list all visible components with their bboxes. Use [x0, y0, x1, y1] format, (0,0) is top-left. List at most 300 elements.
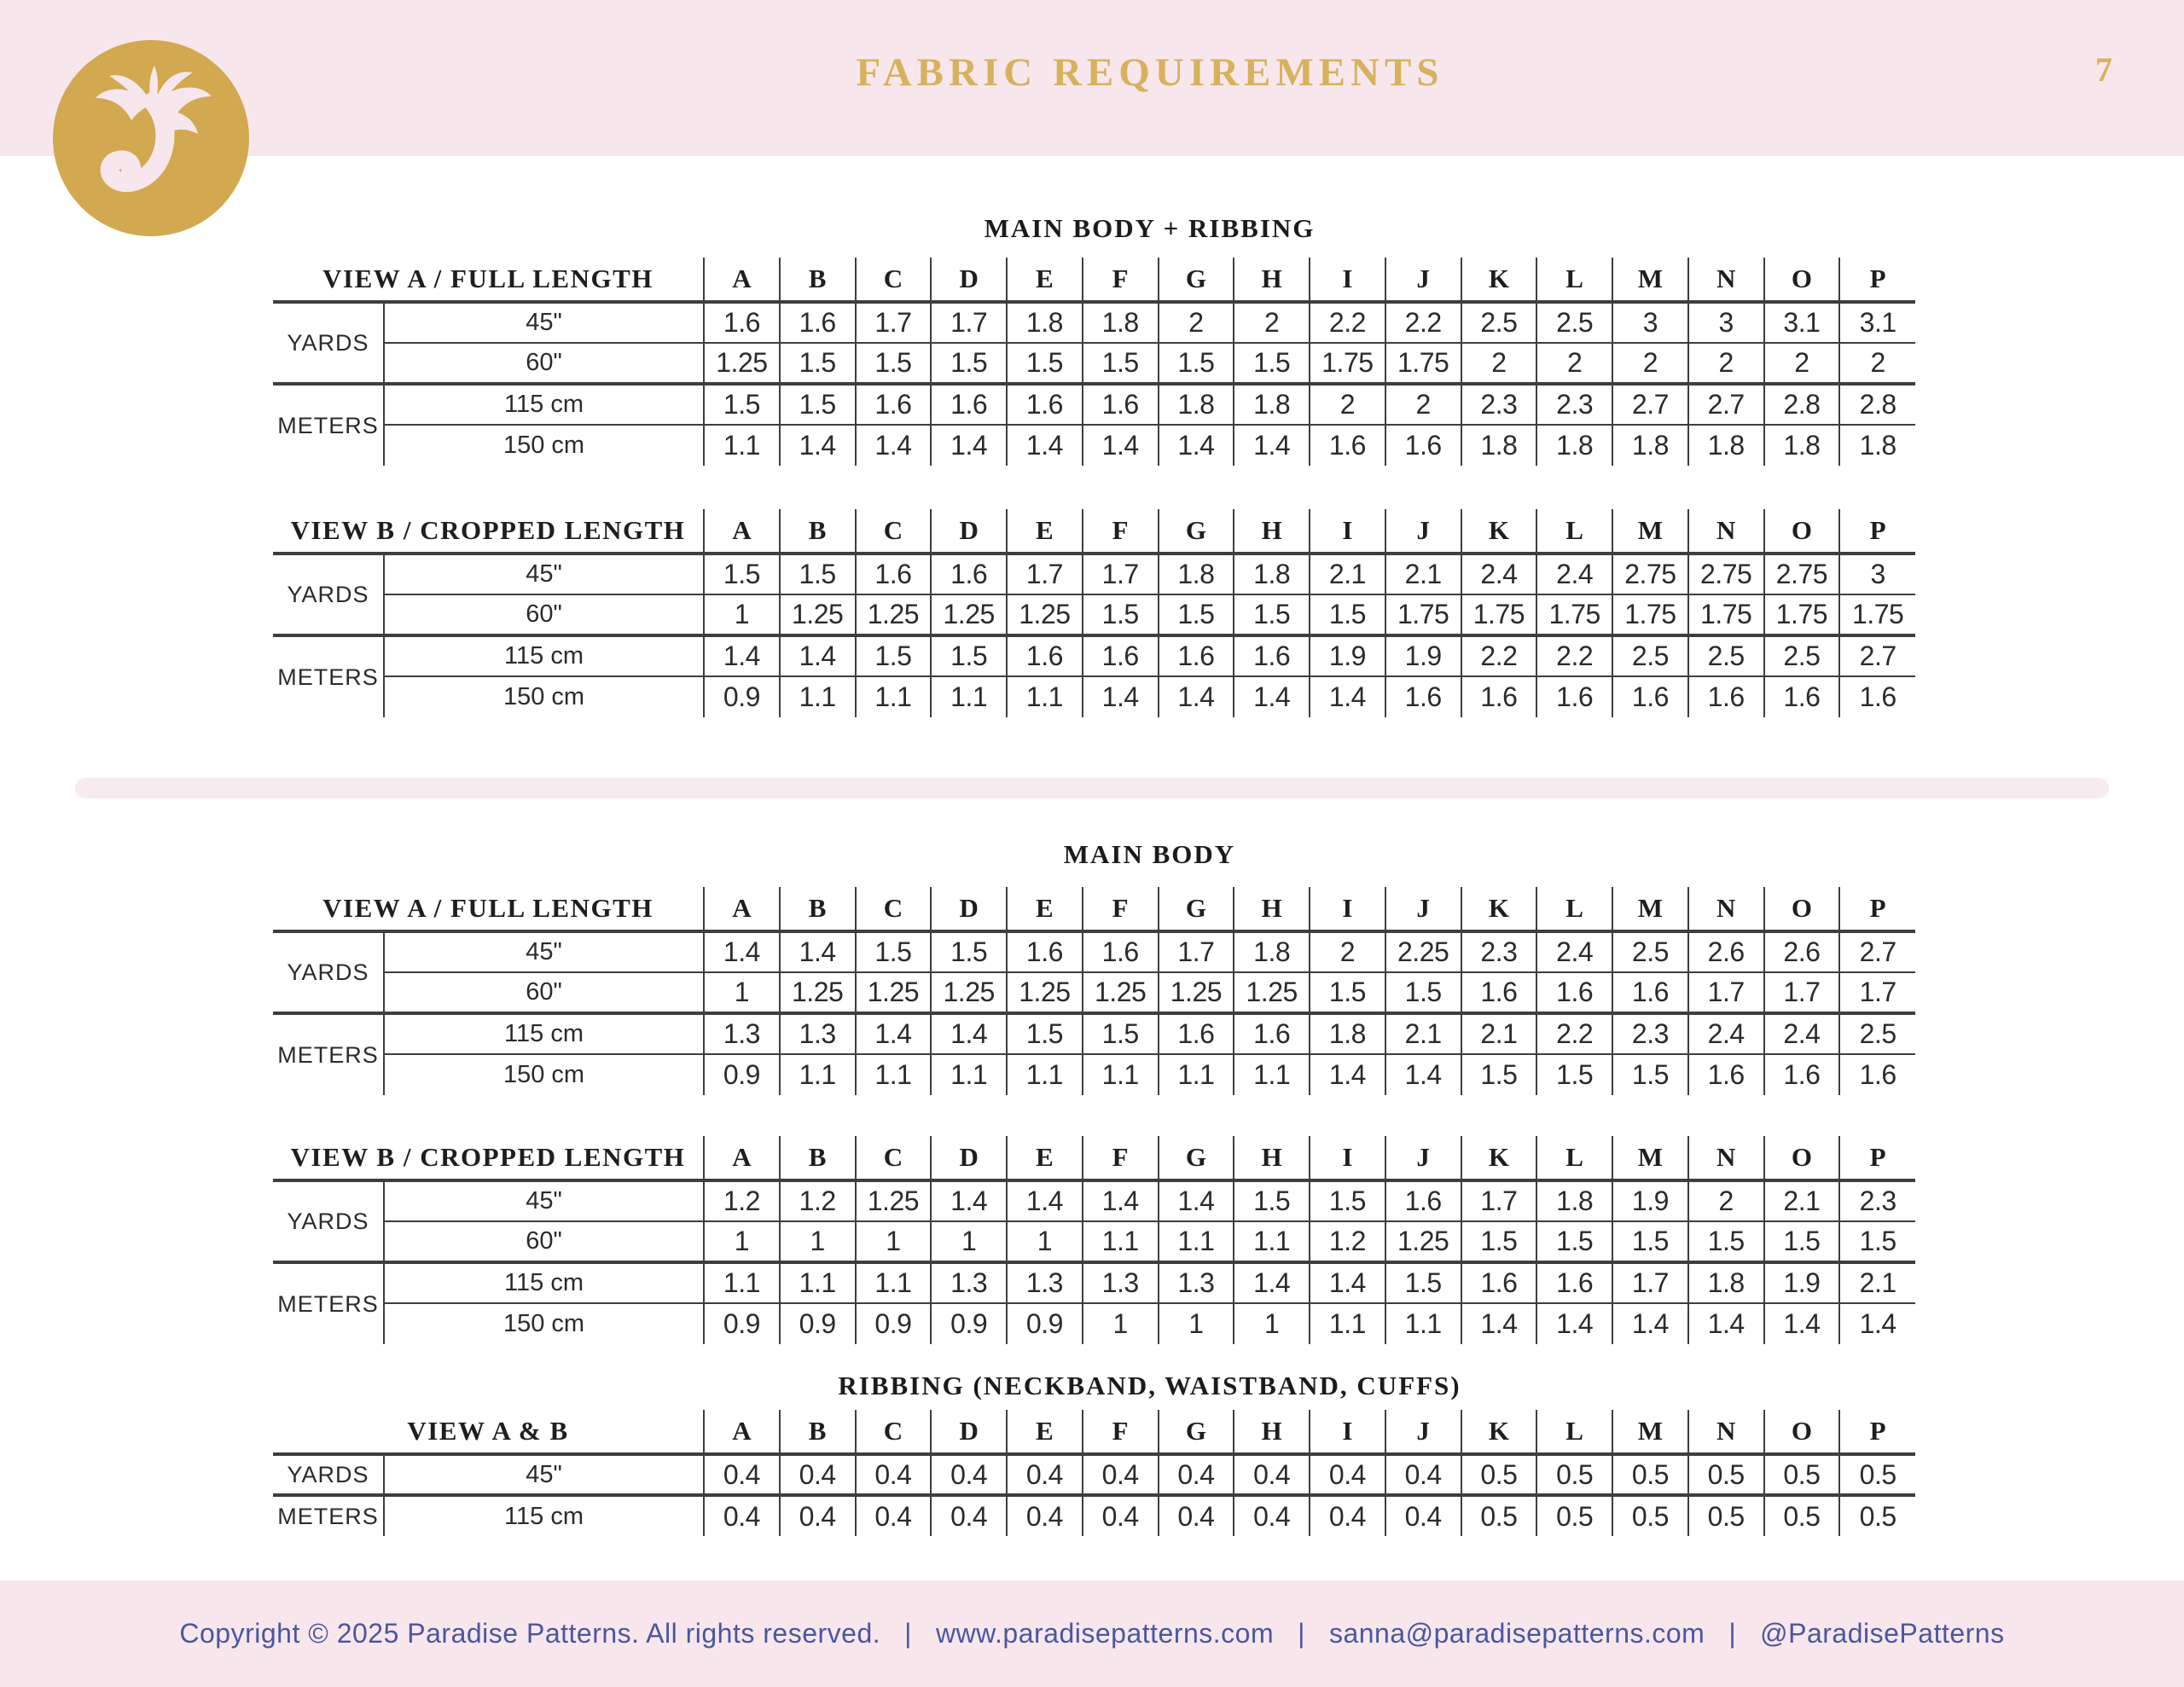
yardage-value: 1.6: [1612, 972, 1688, 1013]
yardage-value: 1.6: [1839, 676, 1915, 717]
yardage-value: 1.6: [1310, 425, 1385, 466]
fabric-width-label: 60": [384, 972, 704, 1013]
yardage-value: 1.8: [1234, 384, 1310, 425]
fabric-width-label: 150 cm: [384, 1303, 704, 1344]
size-column-header: A: [704, 258, 780, 302]
fabric-table-main-body-ribbing-view-b: [273, 509, 1915, 717]
table-row: [273, 425, 1915, 466]
footer-email-link[interactable]: sanna@paradisepatterns.com: [1328, 1618, 1705, 1649]
size-column-header: N: [1688, 509, 1764, 554]
yardage-value: 3: [1688, 302, 1764, 343]
yardage-value: 1.5: [1536, 1221, 1612, 1262]
yardage-value: 1: [780, 1221, 856, 1262]
yardage-value: 0.5: [1839, 1495, 1915, 1536]
unit-label: METERS: [273, 635, 384, 717]
size-column-header: P: [1839, 1136, 1915, 1180]
yardage-value: 2.2: [1461, 635, 1537, 676]
yardage-value: 0.9: [704, 1303, 780, 1344]
yardage-value: 2.5: [1536, 302, 1612, 343]
yardage-value: 1.5: [1234, 1180, 1310, 1221]
yardage-value: 1: [1234, 1303, 1310, 1344]
size-column-header: I: [1310, 1136, 1385, 1180]
yardage-value: 1.4: [1234, 1262, 1310, 1303]
yardage-value: 1.8: [1007, 302, 1083, 343]
yardage-value: 1.6: [1007, 384, 1083, 425]
fabric-width-label: 115 cm: [384, 384, 704, 425]
yardage-value: 1.1: [780, 1262, 856, 1303]
footer-separator: |: [1298, 1618, 1305, 1649]
size-column-header: O: [1764, 1136, 1840, 1180]
yardage-value: 2: [1310, 931, 1385, 972]
yardage-value: 2.75: [1612, 554, 1688, 594]
size-column-header: M: [1612, 258, 1688, 302]
yardage-value: 1.4: [1083, 1180, 1159, 1221]
yardage-value: 0.4: [1385, 1454, 1461, 1495]
size-column-header: L: [1536, 1136, 1612, 1180]
yardage-value: 2.7: [1839, 931, 1915, 972]
size-column-header: O: [1764, 258, 1840, 302]
yardage-value: 1.5: [1234, 343, 1310, 384]
yardage-value: 1.1: [1083, 1054, 1159, 1095]
yardage-value: 2.5: [1612, 931, 1688, 972]
yardage-value: 1.25: [704, 343, 780, 384]
size-column-header: C: [856, 258, 932, 302]
yardage-value: 2.3: [1839, 1180, 1915, 1221]
yardage-value: 1.75: [1764, 594, 1840, 635]
yardage-value: 1.5: [1310, 1180, 1385, 1221]
size-column-header: M: [1612, 1410, 1688, 1454]
yardage-value: 1.5: [1764, 1221, 1840, 1262]
table-row: [273, 554, 1915, 594]
size-column-header: A: [704, 1136, 780, 1180]
yardage-value: 1.25: [1385, 1221, 1461, 1262]
yardage-value: 0.4: [1159, 1495, 1234, 1536]
yardage-value: 1.25: [1159, 972, 1234, 1013]
yardage-value: 1.8: [1839, 425, 1915, 466]
yardage-value: 1.8: [1536, 1180, 1612, 1221]
yardage-value: 2: [1159, 302, 1234, 343]
yardage-value: 2: [1688, 1180, 1764, 1221]
size-column-header: F: [1083, 1410, 1159, 1454]
yardage-value: 1.6: [1536, 1262, 1612, 1303]
yardage-value: 2.8: [1764, 384, 1840, 425]
yardage-value: 2.5: [1688, 635, 1764, 676]
yardage-table: [273, 1410, 1915, 1536]
yardage-value: 2.7: [1688, 384, 1764, 425]
yardage-value: 1.4: [1310, 1054, 1385, 1095]
yardage-value: 1.6: [1764, 1054, 1840, 1095]
table-row: [273, 1262, 1915, 1303]
yardage-value: 1.5: [931, 343, 1007, 384]
yardage-value: 1.6: [856, 384, 932, 425]
yardage-value: 1.2: [704, 1180, 780, 1221]
yardage-value: 1.6: [856, 554, 932, 594]
yardage-value: 2.1: [1461, 1013, 1537, 1054]
yardage-value: 0.4: [931, 1454, 1007, 1495]
yardage-value: 2.4: [1461, 554, 1537, 594]
yardage-value: 1.4: [1688, 1303, 1764, 1344]
yardage-value: 1.5: [1159, 594, 1234, 635]
size-column-header: C: [856, 509, 932, 554]
yardage-value: 1.8: [1234, 931, 1310, 972]
yardage-value: 3.1: [1839, 302, 1915, 343]
yardage-value: 1.6: [704, 302, 780, 343]
page-title: FABRIC REQUIREMENTS: [856, 50, 1444, 95]
yardage-value: 1.8: [1461, 425, 1537, 466]
size-column-header: E: [1007, 887, 1083, 931]
size-column-header: J: [1385, 509, 1461, 554]
yardage-value: 1.25: [856, 972, 932, 1013]
yardage-value: 2.1: [1385, 1013, 1461, 1054]
yardage-value: 0.5: [1764, 1454, 1840, 1495]
yardage-value: 0.4: [931, 1495, 1007, 1536]
fabric-width-label: 60": [384, 594, 704, 635]
size-column-header: J: [1385, 887, 1461, 931]
size-column-header: G: [1159, 1136, 1234, 1180]
size-column-header: D: [931, 509, 1007, 554]
size-column-header: G: [1159, 509, 1234, 554]
yardage-value: 1.75: [1385, 594, 1461, 635]
yardage-value: 2.25: [1385, 931, 1461, 972]
fabric-width-label: 45": [384, 302, 704, 343]
table-row: [273, 635, 1915, 676]
size-column-header: B: [780, 1410, 856, 1454]
yardage-value: 2.2: [1536, 635, 1612, 676]
yardage-value: 1.8: [1612, 425, 1688, 466]
yardage-value: 1.5: [1385, 972, 1461, 1013]
fabric-width-label: 115 cm: [384, 635, 704, 676]
yardage-value: 1.7: [931, 302, 1007, 343]
size-column-header: F: [1083, 1136, 1159, 1180]
yardage-value: 0.4: [1083, 1495, 1159, 1536]
yardage-value: 1.7: [1688, 972, 1764, 1013]
yardage-value: 1.5: [1083, 343, 1159, 384]
yardage-value: 1.6: [1234, 635, 1310, 676]
yardage-value: 2: [1764, 343, 1840, 384]
yardage-value: 0.4: [1234, 1495, 1310, 1536]
yardage-value: 1.7: [1461, 1180, 1537, 1221]
footer-social-link[interactable]: @ParadisePatterns: [1760, 1618, 2005, 1649]
section-divider: [75, 778, 2109, 798]
yardage-value: 1.4: [1310, 676, 1385, 717]
table-row: [273, 1180, 1915, 1221]
yardage-value: 0.4: [1234, 1454, 1310, 1495]
size-column-header: E: [1007, 1136, 1083, 1180]
yardage-value: 1.25: [856, 1180, 932, 1221]
size-column-header: O: [1764, 887, 1840, 931]
fabric-width-label: 60": [384, 1221, 704, 1262]
yardage-value: 1.9: [1385, 635, 1461, 676]
yardage-value: 1.5: [780, 554, 856, 594]
fabric-width-label: 115 cm: [384, 1262, 704, 1303]
yardage-value: 0.4: [1083, 1454, 1159, 1495]
yardage-value: 1.6: [931, 384, 1007, 425]
yardage-value: 1.4: [704, 931, 780, 972]
fabric-width-label: 45": [384, 554, 704, 594]
fabric-width-label: 60": [384, 343, 704, 384]
yardage-value: 2.6: [1764, 931, 1840, 972]
yardage-value: 1.5: [931, 931, 1007, 972]
yardage-value: 1.5: [1159, 343, 1234, 384]
yardage-value: 2: [1310, 384, 1385, 425]
yardage-value: 2: [1839, 343, 1915, 384]
yardage-value: 1.75: [1461, 594, 1537, 635]
yardage-value: 1.1: [1310, 1303, 1385, 1344]
table-row: [273, 1495, 1915, 1536]
size-column-header: P: [1839, 887, 1915, 931]
yardage-value: 1.8: [1310, 1013, 1385, 1054]
yardage-value: 2.4: [1688, 1013, 1764, 1054]
yardage-value: 1.5: [1839, 1221, 1915, 1262]
yardage-value: 1.5: [931, 635, 1007, 676]
yardage-value: 1.4: [1159, 1180, 1234, 1221]
yardage-value: 1.4: [1612, 1303, 1688, 1344]
yardage-value: 1.7: [1764, 972, 1840, 1013]
yardage-value: 0.5: [1461, 1495, 1537, 1536]
yardage-value: 1.4: [856, 425, 932, 466]
yardage-value: 2.2: [1310, 302, 1385, 343]
yardage-value: 0.9: [704, 676, 780, 717]
yardage-value: 1.5: [1007, 343, 1083, 384]
table-row: [273, 676, 1915, 717]
yardage-value: 2.5: [1612, 635, 1688, 676]
yardage-value: 1.4: [931, 425, 1007, 466]
yardage-value: 1.5: [1310, 594, 1385, 635]
section-title-main-body: MAIN BODY: [1063, 839, 1236, 869]
yardage-value: 1.1: [1159, 1054, 1234, 1095]
yardage-value: 2.5: [1764, 635, 1840, 676]
size-column-header: A: [704, 1410, 780, 1454]
yardage-value: 0.5: [1461, 1454, 1537, 1495]
fabric-width-label: 150 cm: [384, 1054, 704, 1095]
footer-separator: |: [904, 1618, 912, 1649]
yardage-value: 1.25: [780, 594, 856, 635]
size-column-header: P: [1839, 258, 1915, 302]
fabric-width-label: 150 cm: [384, 425, 704, 466]
table-row: [273, 302, 1915, 343]
table-header-row: [273, 1410, 1915, 1454]
yardage-value: 1.8: [1159, 384, 1234, 425]
yardage-value: 1.1: [704, 1262, 780, 1303]
yardage-value: 2: [1612, 343, 1688, 384]
size-column-header: I: [1310, 509, 1385, 554]
table-header-row: [273, 1136, 1915, 1180]
yardage-value: 1.4: [1234, 425, 1310, 466]
size-column-header: B: [780, 258, 856, 302]
size-column-header: I: [1310, 1410, 1385, 1454]
yardage-value: 1.7: [1612, 1262, 1688, 1303]
table-row: [273, 1221, 1915, 1262]
yardage-value: 1.6: [1234, 1013, 1310, 1054]
yardage-value: 1.6: [1083, 384, 1159, 425]
yardage-value: 2.8: [1839, 384, 1915, 425]
fabric-width-label: 115 cm: [384, 1013, 704, 1054]
unit-label: YARDS: [287, 1461, 369, 1487]
view-label: VIEW B / CROPPED LENGTH: [273, 1136, 704, 1180]
yardage-value: 2.3: [1612, 1013, 1688, 1054]
yardage-value: 1.1: [1385, 1303, 1461, 1344]
size-column-header: K: [1461, 258, 1537, 302]
size-column-header: J: [1385, 258, 1461, 302]
yardage-value: 1.4: [780, 425, 856, 466]
yardage-value: 2.3: [1536, 384, 1612, 425]
size-column-header: I: [1310, 887, 1385, 931]
fabric-width-label: 45": [384, 1454, 704, 1495]
yardage-value: 1.5: [856, 343, 932, 384]
size-column-header: J: [1385, 1136, 1461, 1180]
yardage-value: 1.4: [931, 1180, 1007, 1221]
size-column-header: H: [1234, 887, 1310, 931]
yardage-value: 1.75: [1839, 594, 1915, 635]
view-label: VIEW A & B: [273, 1410, 704, 1454]
size-column-header: M: [1612, 509, 1688, 554]
yardage-value: 1.6: [1764, 676, 1840, 717]
unit-label: YARDS: [287, 959, 369, 985]
size-column-header: B: [780, 509, 856, 554]
yardage-value: 1.4: [856, 1013, 932, 1054]
yardage-value: 0.4: [704, 1495, 780, 1536]
yardage-value: 1.7: [1007, 554, 1083, 594]
yardage-value: 1.1: [780, 1054, 856, 1095]
yardage-value: 2.1: [1764, 1180, 1840, 1221]
yardage-value: 1.4: [1385, 1054, 1461, 1095]
yardage-value: 1.5: [1310, 972, 1385, 1013]
yardage-value: 1.3: [1083, 1262, 1159, 1303]
footer-website-link[interactable]: www.paradisepatterns.com: [935, 1618, 1275, 1649]
yardage-value: 2.4: [1764, 1013, 1840, 1054]
yardage-value: 1.1: [1234, 1221, 1310, 1262]
yardage-value: 2.7: [1839, 635, 1915, 676]
size-column-header: N: [1688, 887, 1764, 931]
yardage-value: 1.8: [1083, 302, 1159, 343]
yardage-value: 1.6: [1536, 972, 1612, 1013]
yardage-value: 0.4: [856, 1495, 932, 1536]
yardage-value: 1.5: [1612, 1221, 1688, 1262]
size-column-header: K: [1461, 1410, 1537, 1454]
yardage-value: 1.5: [1612, 1054, 1688, 1095]
yardage-value: 1.9: [1612, 1180, 1688, 1221]
yardage-value: 1.5: [780, 384, 856, 425]
yardage-value: 1: [1007, 1221, 1083, 1262]
page-number: 7: [2095, 50, 2112, 89]
table-row: [273, 343, 1915, 384]
yardage-value: 1.8: [1159, 554, 1234, 594]
size-column-header: H: [1234, 1136, 1310, 1180]
yardage-value: 1.5: [856, 635, 932, 676]
yardage-value: 2.5: [1839, 1013, 1915, 1054]
yardage-value: 1.25: [1083, 972, 1159, 1013]
yardage-value: 1.3: [780, 1013, 856, 1054]
footer-separator: |: [1728, 1618, 1737, 1649]
size-column-header: L: [1536, 887, 1612, 931]
unit-label: YARDS: [287, 329, 369, 356]
yardage-value: 2.75: [1688, 554, 1764, 594]
yardage-value: 2.4: [1536, 554, 1612, 594]
yardage-value: 3: [1839, 554, 1915, 594]
yardage-value: 1.1: [931, 1054, 1007, 1095]
fabric-table-main-body-view-a: [273, 887, 1915, 1095]
yardage-value: 1.9: [1764, 1262, 1840, 1303]
yardage-value: 1.1: [856, 1054, 932, 1095]
yardage-value: 1.1: [1083, 1221, 1159, 1262]
size-column-header: H: [1234, 509, 1310, 554]
view-label: VIEW A / FULL LENGTH: [273, 887, 704, 931]
yardage-value: 1.7: [1839, 972, 1915, 1013]
fabric-table-main-body-view-b: [273, 1136, 1915, 1344]
yardage-value: 1: [1083, 1303, 1159, 1344]
size-column-header: F: [1083, 258, 1159, 302]
size-column-header: C: [856, 1410, 932, 1454]
yardage-value: 0.5: [1764, 1495, 1840, 1536]
size-column-header: O: [1764, 1410, 1840, 1454]
yardage-value: 2.6: [1688, 931, 1764, 972]
yardage-value: 1.1: [1007, 1054, 1083, 1095]
size-column-header: C: [856, 1136, 932, 1180]
table-row: [273, 384, 1915, 425]
size-column-header: P: [1839, 509, 1915, 554]
yardage-value: 2: [1234, 302, 1310, 343]
size-column-header: G: [1159, 258, 1234, 302]
yardage-value: 2: [1688, 343, 1764, 384]
yardage-value: 1.8: [1764, 425, 1840, 466]
yardage-value: 0.9: [704, 1054, 780, 1095]
table-row: [273, 1454, 1915, 1495]
yardage-value: 0.5: [1536, 1454, 1612, 1495]
yardage-value: 0.4: [1385, 1495, 1461, 1536]
yardage-value: 1.5: [1083, 594, 1159, 635]
yardage-value: 0.4: [1007, 1495, 1083, 1536]
yardage-value: 0.4: [1310, 1454, 1385, 1495]
yardage-value: 1.25: [856, 594, 932, 635]
yardage-value: 1.4: [1234, 676, 1310, 717]
yardage-value: 2.1: [1839, 1262, 1915, 1303]
yardage-value: 0.5: [1612, 1454, 1688, 1495]
yardage-value: 1.4: [1461, 1303, 1537, 1344]
yardage-value: 1.6: [1385, 676, 1461, 717]
yardage-value: 0.4: [780, 1495, 856, 1536]
yardage-value: 2.2: [1385, 302, 1461, 343]
size-column-header: M: [1612, 1136, 1688, 1180]
yardage-value: 2: [1536, 343, 1612, 384]
yardage-value: 0.5: [1536, 1495, 1612, 1536]
yardage-value: 1.1: [704, 425, 780, 466]
yardage-value: 1.4: [1536, 1303, 1612, 1344]
yardage-value: 2.1: [1385, 554, 1461, 594]
yardage-value: 1.6: [931, 554, 1007, 594]
table-row: [273, 931, 1915, 972]
size-column-header: D: [931, 1410, 1007, 1454]
yardage-value: 1.4: [1007, 1180, 1083, 1221]
yardage-value: 2: [1461, 343, 1537, 384]
yardage-value: 0.4: [780, 1454, 856, 1495]
yardage-value: 1.7: [1083, 554, 1159, 594]
yardage-value: 1.8: [1688, 425, 1764, 466]
yardage-value: 1.25: [780, 972, 856, 1013]
fabric-table-main-body-ribbing-view-a: [273, 258, 1915, 466]
yardage-table: [273, 887, 1915, 1095]
size-column-header: N: [1688, 1410, 1764, 1454]
yardage-value: 0.4: [704, 1454, 780, 1495]
yardage-value: 1.7: [856, 302, 932, 343]
unit-label: METERS: [273, 1013, 384, 1095]
size-column-header: E: [1007, 1410, 1083, 1454]
fabric-table-ribbing: [273, 1410, 1915, 1536]
yardage-value: 1.5: [856, 931, 932, 972]
yardage-value: 0.4: [1310, 1495, 1385, 1536]
yardage-value: 1: [704, 1221, 780, 1262]
yardage-value: 1.1: [856, 1262, 932, 1303]
yardage-value: 2.7: [1612, 384, 1688, 425]
